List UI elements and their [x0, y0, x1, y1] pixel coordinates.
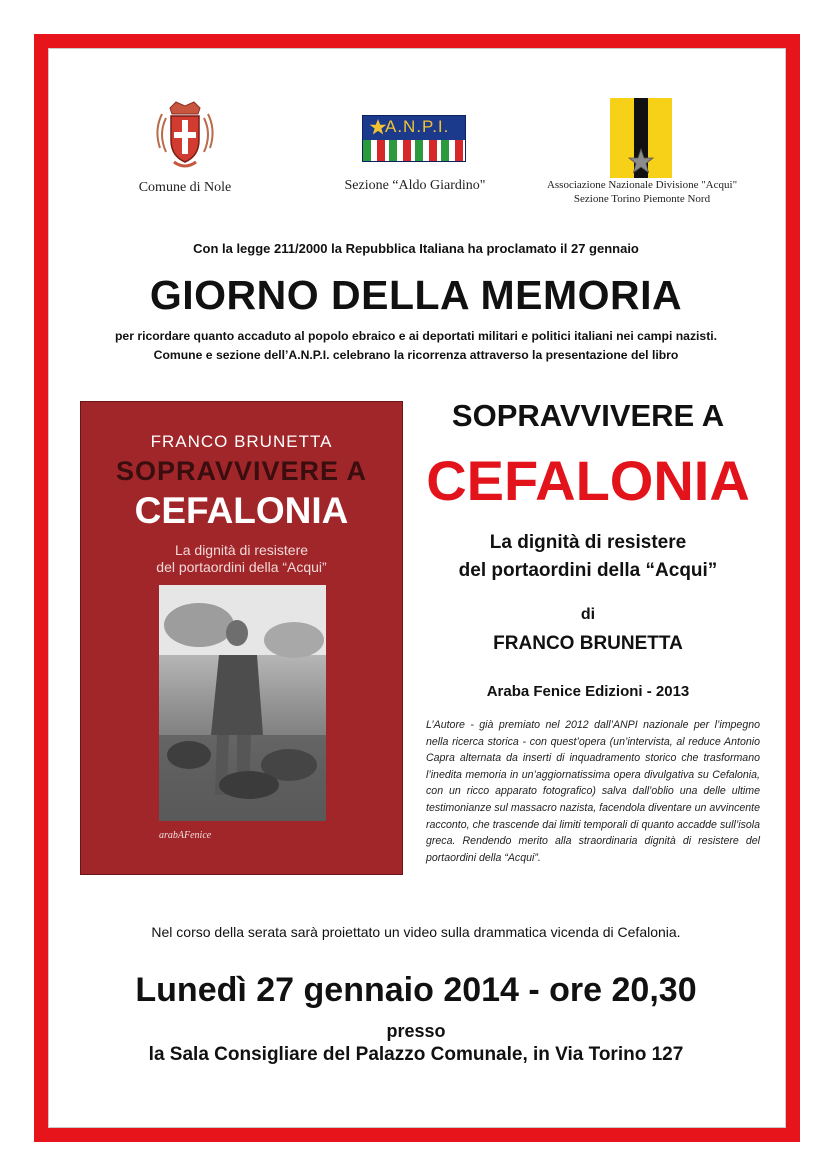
purpose-line-1: per ricordare quanto accaduto al popolo ebraico e ai deportati militari e politici italiani nei campi nazisti. [114, 329, 718, 343]
intro-line: Con la legge 211/2000 la Repubblica Italiana ha proclamato il 27 gennaio [193, 241, 639, 256]
acqui-caption-line1: Associazione Nazionale Divisione "Acqui" [546, 179, 738, 191]
cover-subtitle-line2: del portaordini della “Acqui” [156, 559, 327, 575]
presso-label: presso [386, 1021, 446, 1041]
nole-caption: Comune di Nole [138, 180, 232, 195]
book-title-line1: SOPRAVVIVERE A [451, 398, 725, 433]
anpi-logo [362, 115, 466, 162]
anpi-tricolor-ribbon [363, 140, 465, 161]
book-cover [80, 401, 403, 875]
acqui-caption-line2: Sezione Torino Piemonte Nord [573, 193, 711, 205]
book-title-line2: CEFALONIA [426, 449, 750, 512]
acqui-division-logo [610, 98, 672, 178]
cover-photo-soldier [159, 585, 326, 821]
book-publisher: Araba Fenice Edizioni - 2013 [486, 683, 690, 700]
cover-title-line2: CEFALONIA [134, 490, 349, 531]
cover-subtitle-line1: La dignità di resistere [174, 542, 309, 558]
cover-author: FRANCO BRUNETTA [150, 432, 333, 451]
book-subtitle-line2: del portaordini della “Acqui” [458, 560, 718, 581]
cover-title-line1: SOPRAVVIVERE A [115, 456, 368, 486]
book-subtitle-line1: La dignità di resistere [489, 532, 687, 553]
book-description: L’Autore - già premiato nel 2012 dall’ANPI nazionale per l’impegno nella ricerca storica - con quest’opera (un’intervista, al reduce Antonio Capra alternata da inserti di inquadramento storico che trasformano l’inedita memoria in un’aggiornatissima opera divulgativa su Cefalonia, con un ricco apparato fotografico) salva dall’oblio una delle ultime testimonianze sul massacro nazista, facendola diventare un avvincente racconto, che trascende dai limiti temporali di quanto accadde sull’isola greca. Rendendo merito alla straordinaria dignità di resistere del portaordini della “Acqui”. [426, 719, 760, 864]
anpi-logo-text: A.N.P.I. [385, 117, 450, 136]
book-author: FRANCO BRUNETTA [493, 633, 683, 654]
headline: GIORNO DELLA MEMORIA [149, 272, 683, 318]
nole-coat-of-arms-logo [152, 100, 218, 172]
acqui-star-icon [628, 148, 654, 174]
cover-publisher-logo: arabAFenice [159, 830, 212, 841]
video-note: Nel corso della serata sarà proiettato un video sulla drammatica vicenda di Cefalonia. [151, 924, 681, 940]
event-datetime: Lunedì 27 gennaio 2014 - ore 20,30 [135, 971, 697, 1009]
venue: la Sala Consigliare del Palazzo Comunale, in Via Torino 127 [148, 1044, 684, 1065]
purpose-line-2: Comune e sezione dell’A.N.P.I. celebrano la ricorrenza attraverso la presentazione del libro [153, 348, 679, 362]
anpi-caption: Sezione “Aldo Giardino" [344, 178, 486, 193]
book-by: di [580, 606, 596, 623]
